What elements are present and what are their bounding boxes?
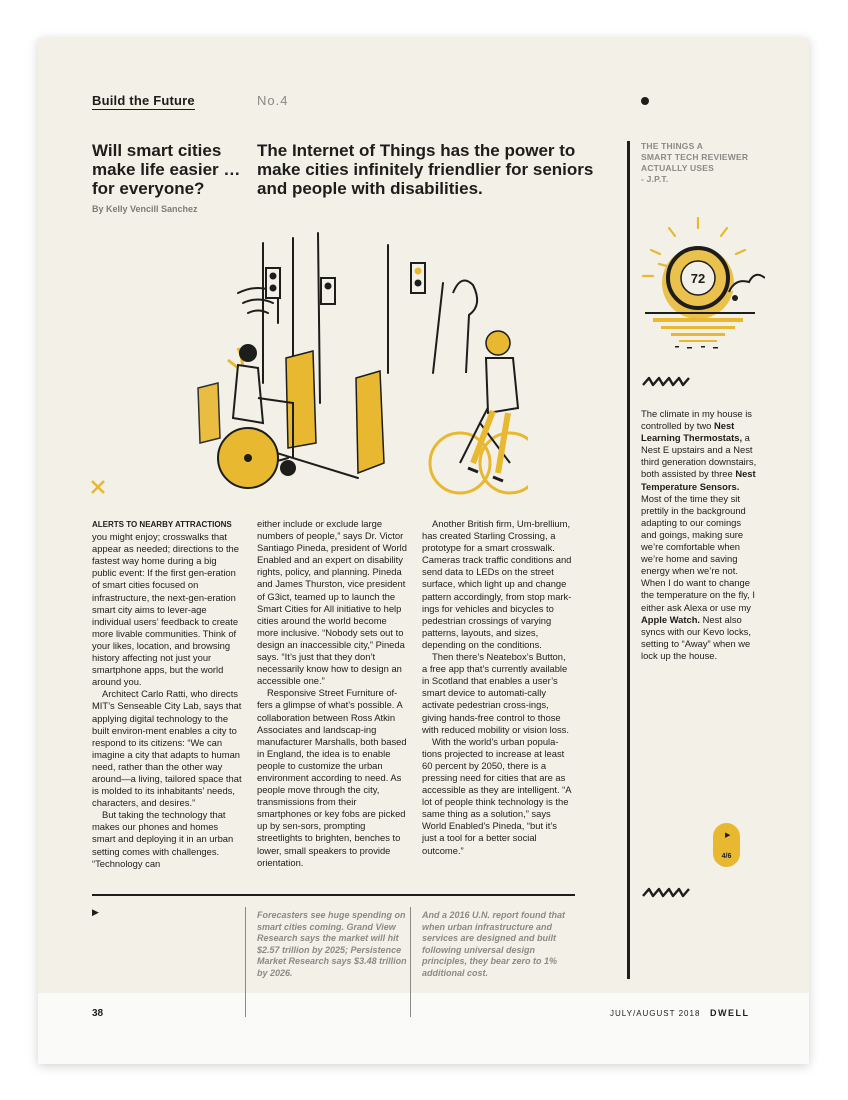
- pullquote-market: Forecasters see huge spending on smart cities coming. Grand View Research says the market will hit $2.57 trillion by 2025; Persistence Market Research says $3.48 trillion by 2026.: [257, 910, 407, 978]
- thermostat-reading: 72: [690, 271, 706, 286]
- section-rule: [92, 894, 575, 896]
- headline-dek: The Internet of Things has the power to make cities infinitely friendlier for seniors and people with disabilities.: [257, 141, 594, 198]
- byline: By Kelly Vencill Sanchez: [92, 204, 198, 214]
- page-number: 38: [92, 1008, 104, 1019]
- slide-counter-badge[interactable]: [713, 823, 740, 867]
- slide-counter-text: 4/6: [721, 853, 732, 860]
- headline-question: Will smart cities make life easier … for everyone?: [92, 141, 241, 198]
- sidebar-body: The climate in my house is controlled by two Nest Learning Thermostats, a Nest E upstairs and a Nest third generation downstairs, both assisted by three Nest Temperature Sensors. Most of the time they sit prettily in the background adapting to our comings and goings, making sure we’re comfortable when we’re home and saving energy when we’re not. When I do want to change the temperature on the fly, I either ask Alexa or use my Apple Watch. Nest also syncs with our Kevo locks, setting to “Away” when we lock up the house.: [641, 408, 757, 661]
- footer-band: [38, 993, 809, 1064]
- squiggle-divider: [641, 375, 691, 389]
- squiggle-divider-bottom: [641, 886, 691, 900]
- bullet-dot: [641, 97, 649, 105]
- sidebar-heading: THE THINGS A SMART TECH REVIEWER ACTUALLY USES - J.P.T.: [641, 141, 749, 184]
- pullquote-rule-2: [410, 907, 411, 1017]
- thermostat-sun-illustration: [631, 206, 765, 354]
- issue-date: JULY/AUGUST 2018: [610, 1009, 701, 1018]
- section-title: Build the Future: [92, 93, 195, 108]
- magazine-page: [38, 38, 809, 1064]
- smart-city-illustration: [88, 223, 528, 508]
- issue-number: No.4: [257, 93, 289, 108]
- body-column-3: Another British firm, Um-brellium, has created Starling Crossing, a prototype for a smart crosswalk. Cameras track traffic conditions and send data to LEDs on the street surface, which light up and change pattern accordingly, from stop mark-ings for vehicles and bicycles to pedestrian crossings of varying patterns, layouts, and sizes, depending on the conditions. Then there’s Neatebox’s Button, a free app that’s currently available in Scotland that enables a user’s smart device to automati-cally activate pedestrian cross-ings, giving hands-free control to those with reduced mobility or vision loss. With the world’s urban popula-tions projected to increase at least 60 percent by 2050, there is a pressing need for cities that are as accessible as they are intelligent. “A lot of people think technology is the same thing as a solution,” says World Enabled’s Pineda, “but it’s just a tool for a better social outcome.”: [422, 518, 572, 856]
- body-column-2: either include or exclude large numbers of people,” says Dr. Victor Santiago Pineda, president of World Enabled and an expert on disability rights, policy, and planning. Pineda and James Thurston, vice president of G3ict, teamed up to launch the Smart Cities for All initiative to help cities around the world become more inclusive. “Nobody sets out to design an inaccessible city,” Pineda says. “It’s just that they don’t necessarily know how to design an accessible one.” Responsive Street Furniture of-fers a glimpse of what’s possible. A collaboration between Ross Atkin Associates and landscap-ing manufacturer Marshalls, both based in England, the idea is to enable people to customize the urban environment according to need. As people move through the city, transmissions from their smartphones or key fobs are picked up by sen-sors, prompting streetlights to brighten, benches to lower, small speakers to provide orientation.: [257, 518, 407, 868]
- play-icon[interactable]: ▶: [725, 832, 731, 839]
- pullquote-rule-1: [245, 907, 246, 1017]
- pullquote-un-report: And a 2016 U.N. report found that when urban infrastructure and services are designed and built following universal design principles, they bear zero to 1% additional cost.: [422, 910, 566, 978]
- sidebar-divider: [627, 141, 630, 979]
- arrow-icon: ▶: [92, 907, 99, 917]
- magazine-name: DWELL: [710, 1008, 750, 1018]
- body-column-1: ALERTS TO NEARBY ATTRACTIONS you might enjoy; crosswalks that appear as needed; directions to the fastest way home during a big public event: If the first gen-eration of smart cities focused on infrastructure, the next-gen-eration smart city aims to lever-age individual users’ feedback to create more livable communities. Think of your likes, location, and browsing history affecting not just your smartphone apps, but the world around you. Architect Carlo Ratti, who directs MIT’s Senseable City Lab, says that applying digital technology to the built environ-ment enables a city to respond to its citizens: “We can imagine a city that adapts to human need, rather than the other way around—a living, tailored space that is molded to its inhabitants’ needs, characters, and desires.” But taking the technology that makes our phones and homes smart and deploying it in an urban setting comes with challenges. “Technology can: [92, 520, 242, 869]
